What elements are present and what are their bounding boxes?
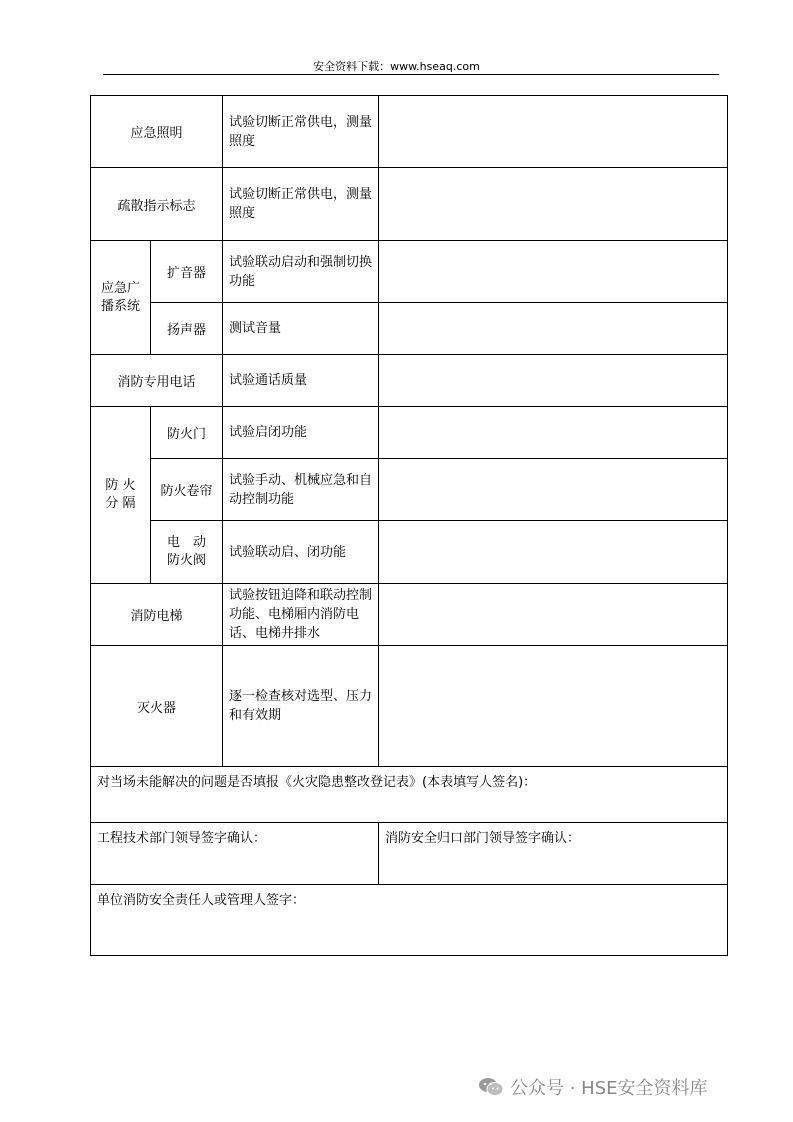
sub-item-cell: 防火卷帘 bbox=[151, 459, 223, 521]
row-fire-phone bbox=[91, 355, 728, 407]
page-header: 安全资料下载：www.hseaq.com bbox=[313, 60, 480, 73]
sub-item-cell: 扬声器 bbox=[151, 303, 223, 355]
wechat-icon bbox=[478, 1077, 504, 1097]
sub-item-cell: 电 动 防火阀 bbox=[151, 521, 223, 584]
method-cell: 试验通话质量 bbox=[223, 355, 379, 407]
watermark bbox=[478, 1074, 708, 1100]
row-fire-elevator bbox=[91, 584, 728, 646]
result-cell[interactable] bbox=[379, 241, 728, 303]
result-cell[interactable] bbox=[379, 168, 728, 241]
row-evac-sign bbox=[91, 168, 728, 241]
method-cell: 试验切断正常供电，测量照度 bbox=[223, 96, 379, 168]
row-fire-shutter bbox=[91, 459, 728, 521]
method-cell: 试验联动启动和强制切换功能 bbox=[223, 241, 379, 303]
inspection-table bbox=[90, 95, 728, 956]
result-cell[interactable] bbox=[379, 96, 728, 168]
row-unit-signature bbox=[91, 885, 728, 956]
fire-dept-signature-cell[interactable]: 消防安全归口部门领导签字确认： bbox=[379, 823, 728, 885]
method-cell: 试验联动启、闭功能 bbox=[223, 521, 379, 584]
method-cell: 测试音量 bbox=[223, 303, 379, 355]
sub-item-cell: 防火门 bbox=[151, 407, 223, 459]
row-emergency-light bbox=[91, 96, 728, 168]
eng-dept-signature-cell[interactable]: 工程技术部门领导签字确认： bbox=[91, 823, 379, 885]
header-rule bbox=[103, 74, 719, 75]
watermark-text: 公众号 · HSE安全资料库 bbox=[510, 1078, 708, 1099]
result-cell[interactable] bbox=[379, 355, 728, 407]
row-dept-signatures bbox=[91, 823, 728, 885]
result-cell[interactable] bbox=[379, 646, 728, 767]
row-speaker bbox=[91, 303, 728, 355]
method-cell: 试验切断正常供电，测量照度 bbox=[223, 168, 379, 241]
sub-item-cell: 扩音器 bbox=[151, 241, 223, 303]
row-fire-door bbox=[91, 407, 728, 459]
group-cell-broadcast: 应急广 播系统 bbox=[91, 241, 151, 355]
result-cell[interactable] bbox=[379, 407, 728, 459]
item-cell: 疏散指示标志 bbox=[91, 168, 223, 241]
row-extinguisher bbox=[91, 646, 728, 767]
item-cell: 消防电梯 bbox=[91, 584, 223, 646]
item-cell: 应急照明 bbox=[91, 96, 223, 168]
unit-signature-cell[interactable]: 单位消防安全责任人或管理人签字： bbox=[91, 885, 728, 956]
result-cell[interactable] bbox=[379, 584, 728, 646]
method-cell: 试验手动、机械应急和自动控制功能 bbox=[223, 459, 379, 521]
method-cell: 试验启闭功能 bbox=[223, 407, 379, 459]
row-fire-damper bbox=[91, 521, 728, 584]
group-cell-fire-separation: 防 火 分 隔 bbox=[91, 407, 151, 584]
method-cell: 试验按钮迫降和联动控制功能、电梯厢内消防电话、电梯井排水 bbox=[223, 584, 379, 646]
unresolved-note-cell[interactable]: 对当场未能解决的问题是否填报《火灾隐患整改登记表》(本表填写人签名)： bbox=[91, 767, 728, 823]
row-amplifier bbox=[91, 241, 728, 303]
row-unresolved bbox=[91, 767, 728, 823]
item-cell: 消防专用电话 bbox=[91, 355, 223, 407]
result-cell[interactable] bbox=[379, 459, 728, 521]
result-cell[interactable] bbox=[379, 303, 728, 355]
result-cell[interactable] bbox=[379, 521, 728, 584]
item-cell: 灭火器 bbox=[91, 646, 223, 767]
method-cell: 逐一检查核对选型、压力和有效期 bbox=[223, 646, 379, 767]
